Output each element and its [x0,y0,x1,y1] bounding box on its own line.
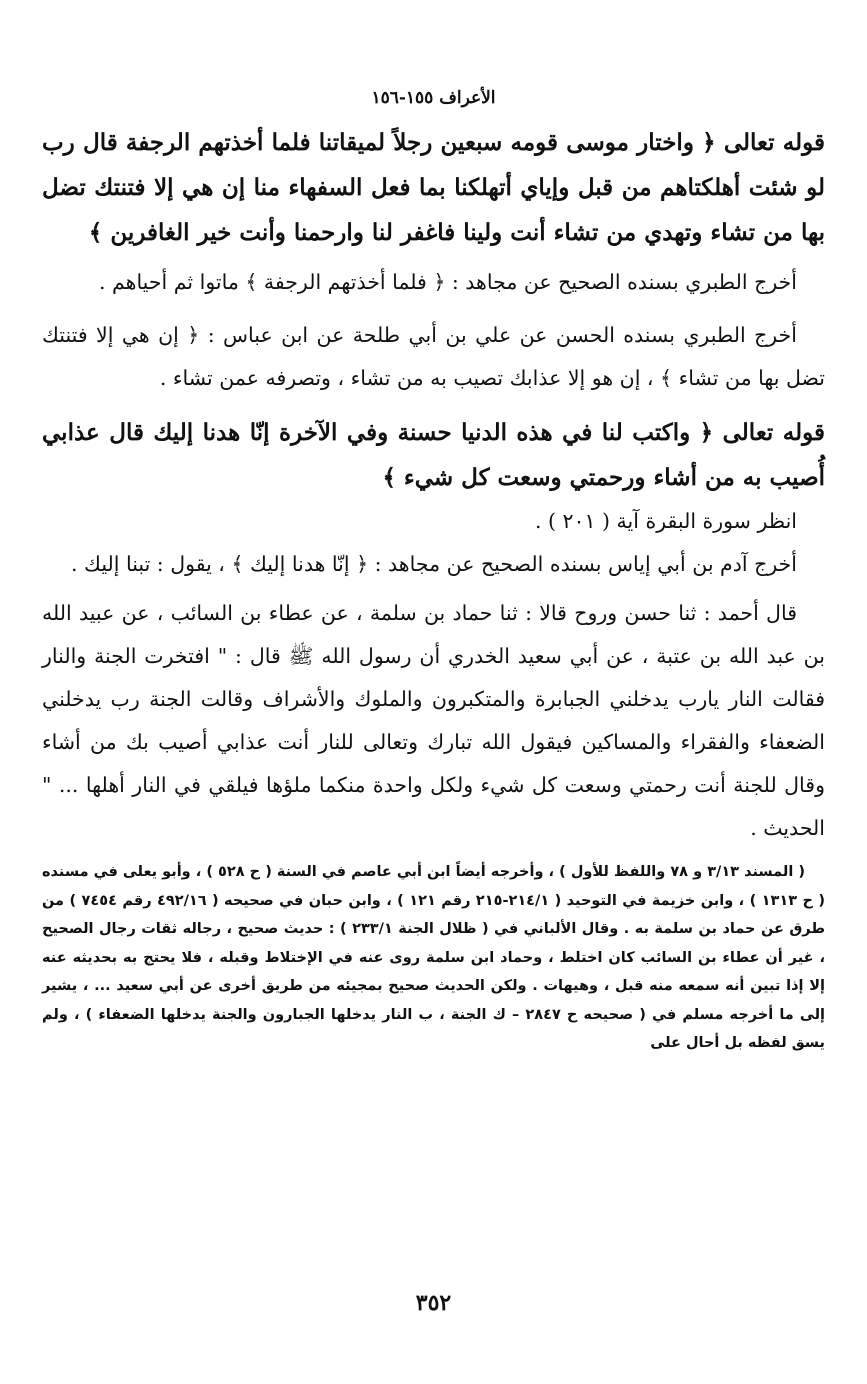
commentary-paragraph: انظر سورة البقرة آية ( ٢٠١ ) . [534,509,797,533]
hadith-paragraph: قال أحمد : ثنا حسن وروح قالا : ثنا حماد بن سلمة ، عن عطاء بن السائب ، عن عبيد الله بن عبد الله بن عتبة ، عن أبي سعيد الخدري أن رسول الله ﷺ قال : " افتخرت الجنة والنار فقالت النار يارب يدخلني الجبابرة والمتكبرون والملوك والأشراف وقالت الجنة رب يدخلني الضعفاء والفقراء والمساكين فيقول الله تبارك وتعالى للنار أنت عذابي أصيب بك من أشاء وقال للجنة أنت رحمتي وسعت كل شيء ولكل واحدة منكما ملؤها فيلقي في النار أهلها ... " الحديث . [42,601,825,840]
footnote-text: ( المسند ٣/١٣ و ٧٨ واللفظ للأول ) ، وأخرجه أيضاً ابن أبي عاصم في السنة ( ح ٥٢٨ ) ، وأبو يعلى في مسنده ( ح ١٣١٣ ) ، وابن خزيمة في التوحيد ( ٢١٤/١-٢١٥ رقم ١٢١ ) ، وابن حبان في صحيحه ( ٤٩٢/١٦ رقم ٧٤٥٤ ) من طرق عن حماد بن سلمة به . وقال الألباني في ( ظلال الجنة ٢٣٣/١ ) : حديث صحيح ، رجاله ثقات رجال الصحيح ، غير أن عطاء بن السائب كان اختلط ، وحماد ابن سلمة روى عنه في الإختلاط وقبله ، فلا يحتج به بحديثه عنه إلا إذا تبين أنه سمعه منه قبل ، وهيهات . ولكن الحديث صحيح بمجيئه من طريق أخرى عن أبي سعيد ... ، يشير إلى ما أخرجه مسلم في ( صحيحه ح ٢٨٤٧ – ك الجنة ، ب النار يدخلها الجبارون والجنة يدخلها الضعفاء ) ، ولم يسق لفظه بل أحال على [42,864,826,1051]
running-header: الأعراف ١٥٥-١٥٦ [371,88,496,108]
commentary-paragraph: أخرج الطبري بسنده الصحيح عن مجاهد : ﴿ فلما أخذتهم الرجفة ﴾ ماتوا ثم أحياهم . [98,270,797,294]
commentary-paragraph: أخرج الطبري بسنده الحسن عن علي بن أبي طلحة عن ابن عباس : ﴿ إن هي إلا فتنتك تضل بها من تشاء ﴾ ، إن هو إلا عذابك تصيب به من تشاء ، وتصرفه عمن تشاء . [42,323,825,390]
verse-heading-1: قوله تعالى ﴿ واختار موسى قومه سبعين رجلاً لميقاتنا فلما أخذتهم الرجفة قال رب لو شئت أهلكتاهم من قبل وإياي أتهلكنا بما فعل السفهاء منا إن هي إلا فتنتك تضل بها من تشاء وتهدي من تشاء أنت ولينا فاغفر لنا وارحمنا وأنت خير الغافرين ﴾ [42,129,825,246]
verse-heading-2: قوله تعالى ﴿ واكتب لنا في هذه الدنيا حسنة وفي الآخرة إنّا هدنا إليك قال عذابي أُصيب به من أشاء ورحمتي وسعت كل شيء ﴾ [42,419,825,491]
commentary-paragraph: أخرج آدم بن أبي إياس بسنده الصحيح عن مجاهد : ﴿ إنّا هدنا إليك ﴾ ، يقول : تبنا إليك . [71,552,797,576]
page-number: ٣٥٢ [415,1290,452,1316]
page-content [42,120,825,1058]
footnote-block [42,858,825,1058]
